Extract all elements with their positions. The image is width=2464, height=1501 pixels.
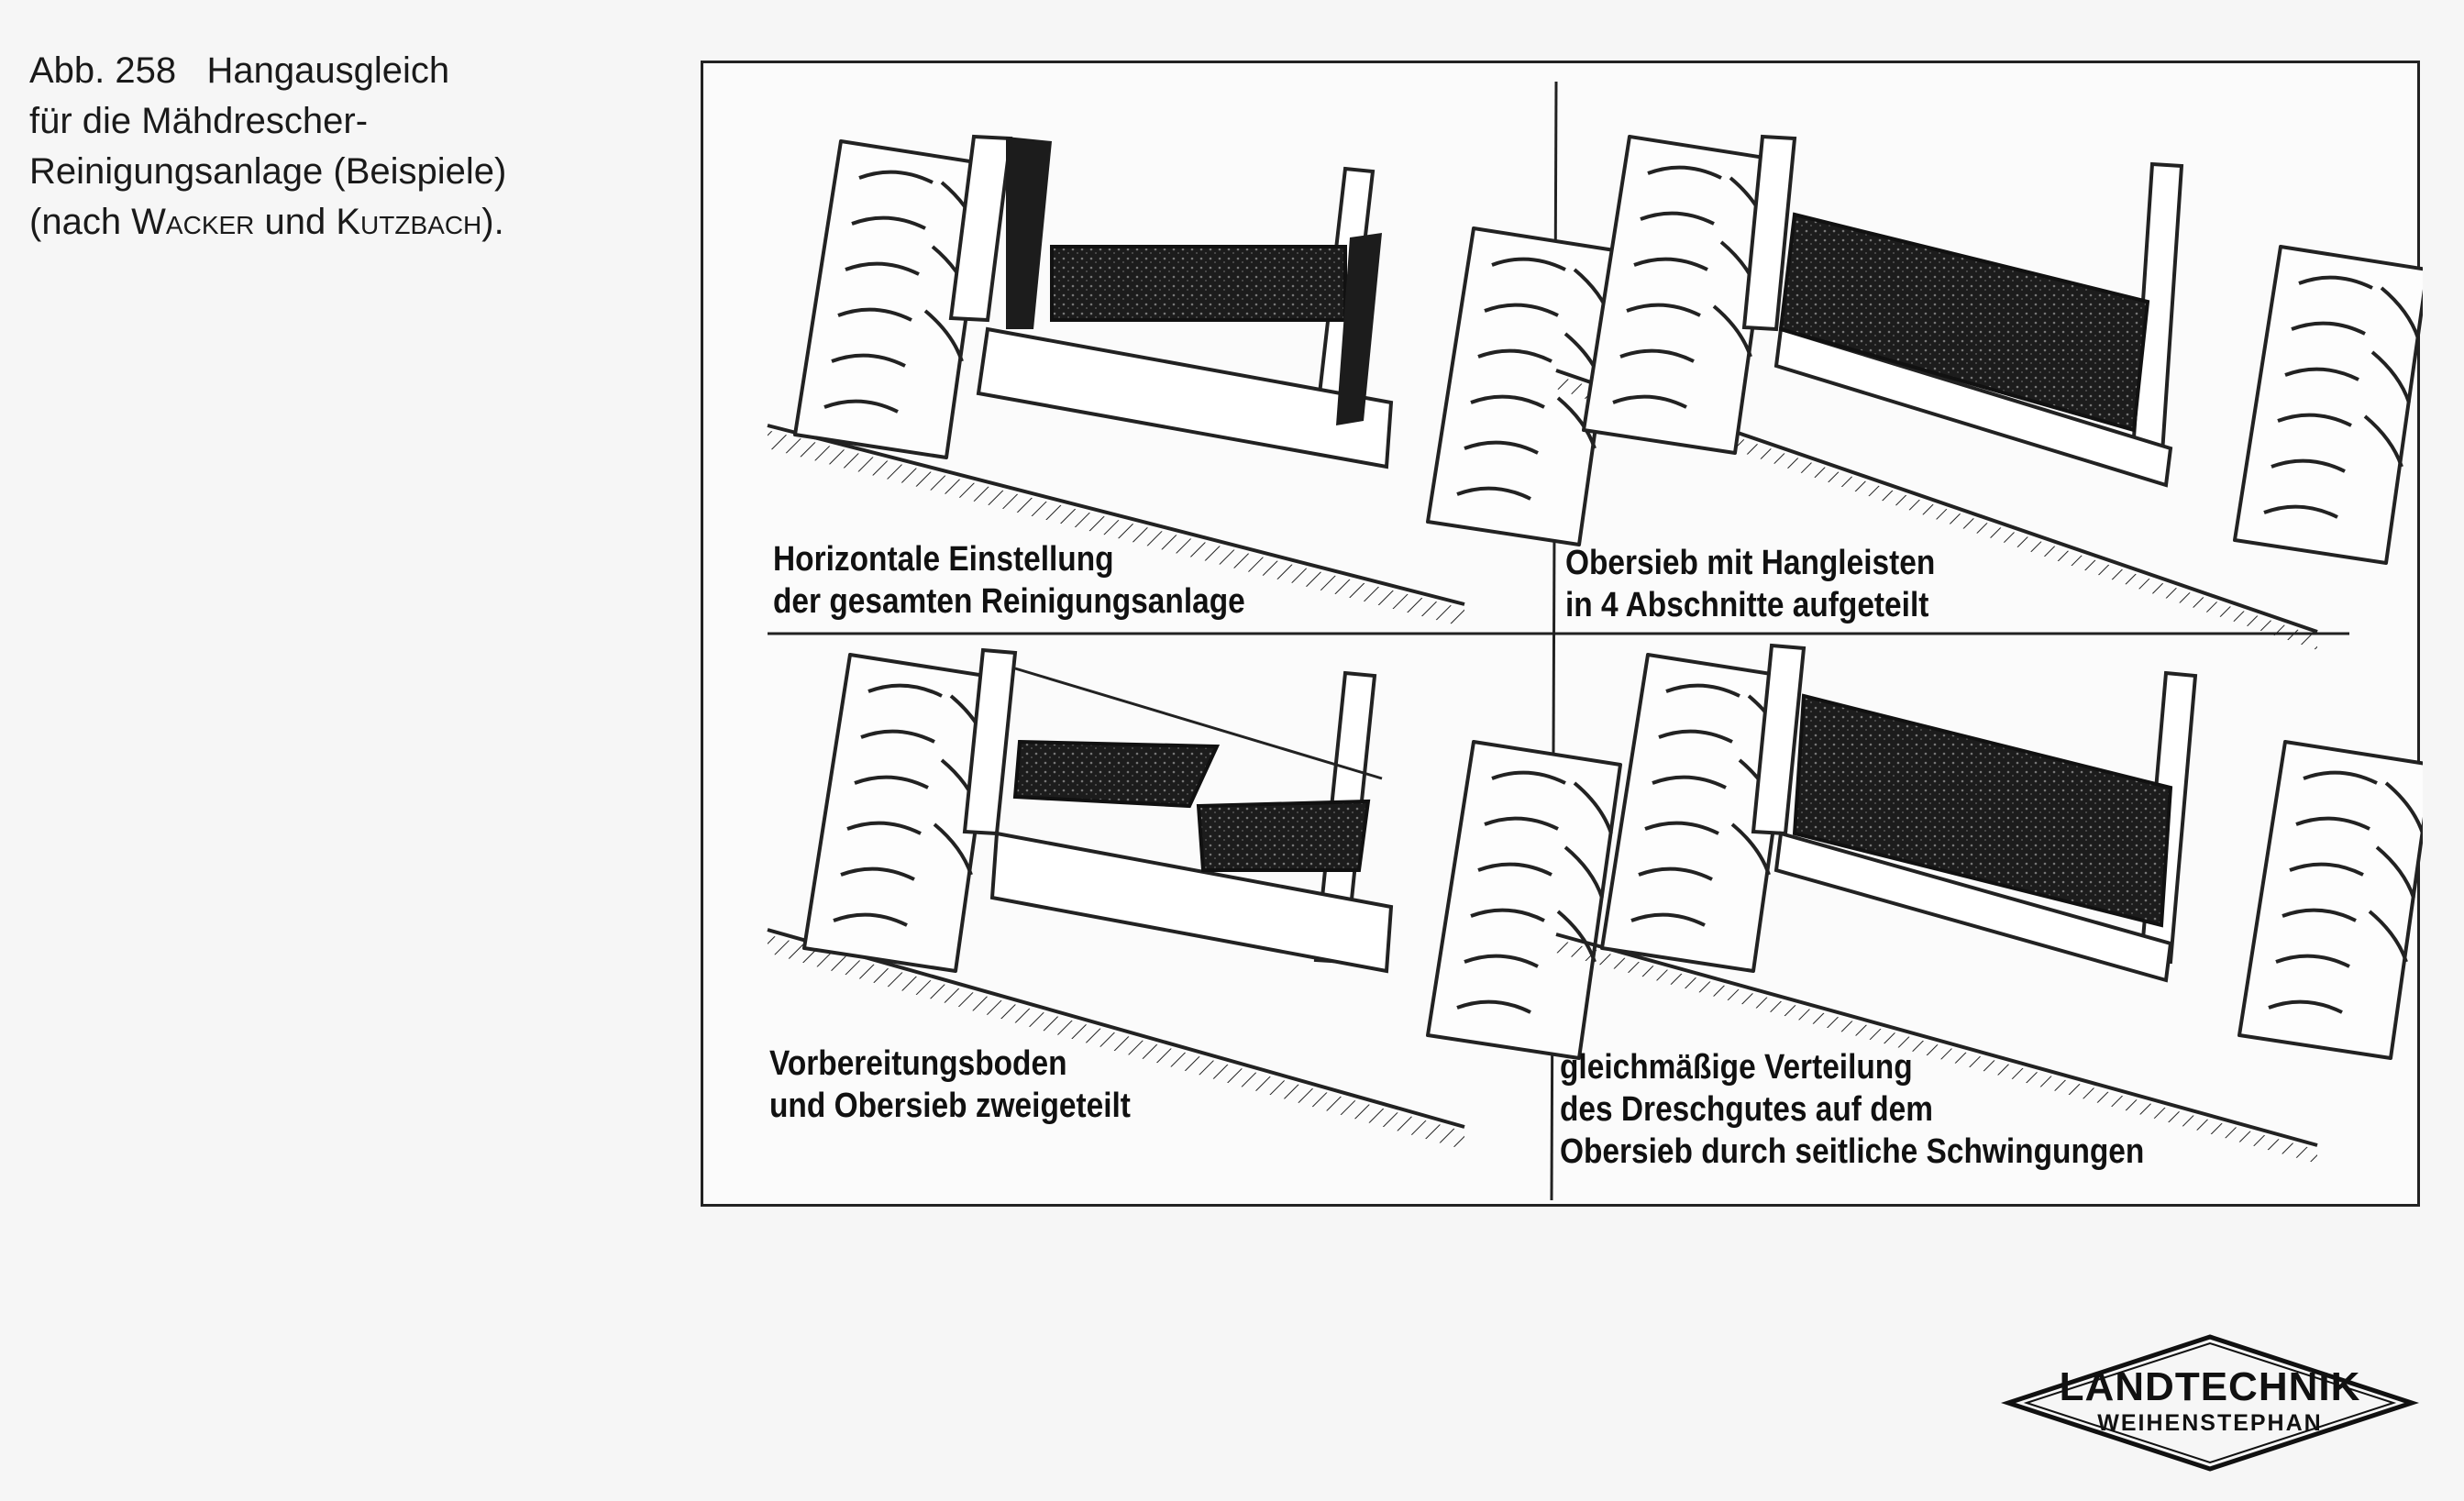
figure-number: Abb. 258 <box>29 50 177 91</box>
diagram-frame <box>701 61 2420 1207</box>
author-kutzbach: Kutzbach <box>336 202 482 242</box>
caption-line-4: (nach Wacker und Kutzbach). <box>29 202 504 242</box>
diagram-svg <box>703 63 2423 1209</box>
panel-label-top-left: Horizontale Einstellung der gesamten Reinigungsanlage <box>773 540 1245 621</box>
caption-line-1 <box>29 46 616 96</box>
logo-line-2: WEIHENSTEPHAN <box>2097 1410 2323 1436</box>
caption-title: Hangausgleich <box>206 50 450 91</box>
author-wacker: Wacker <box>131 202 255 242</box>
caption-line-3: Reinigungsanlage (Beispiele) <box>29 151 507 192</box>
panel-label-top-right: Obersieb mit Hangleisten in 4 Abschnitte aufgeteilt <box>1565 544 1936 624</box>
figure-caption <box>29 46 616 248</box>
caption-line-2: für die Mähdrescher- <box>29 101 369 141</box>
panel-label-bottom-right: gleichmäßige Verteilung des Dreschgutes auf dem Obersieb durch seitliche Schwingungen <box>1560 1048 2145 1171</box>
logo-line-1: LANDTECHNIK <box>2059 1364 2361 1409</box>
landtechnik-logo <box>1999 1330 2421 1476</box>
panel-label-bottom-left: Vorbereitungsboden und Obersieb zweigeteilt <box>769 1044 1131 1125</box>
